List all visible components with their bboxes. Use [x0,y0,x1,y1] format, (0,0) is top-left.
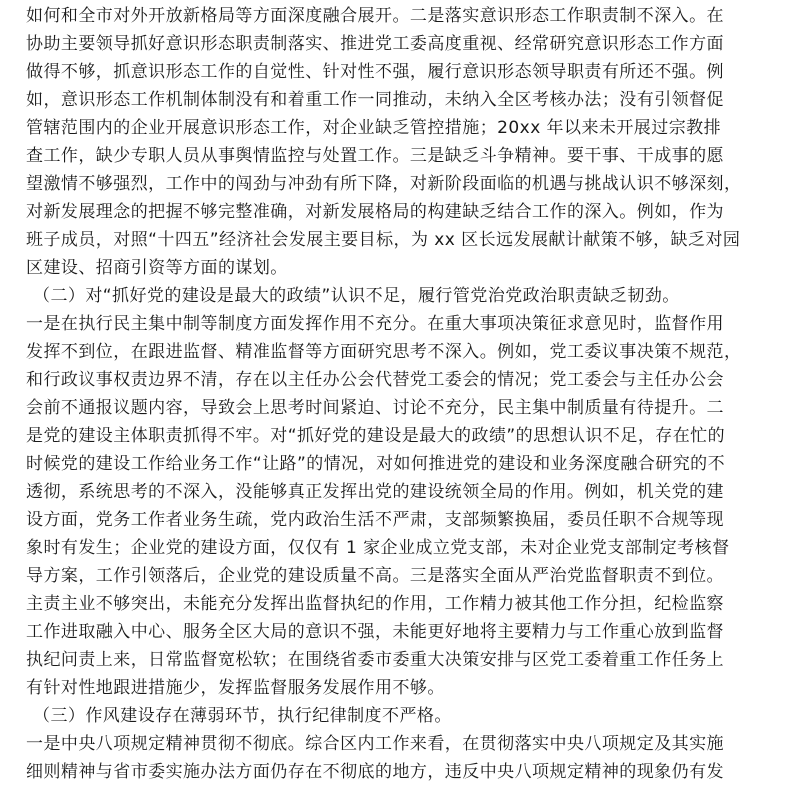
text-line: 主责主业不够突出，未能充分发挥出监督执纪的作用，工作精力被其他工作分担，纪检监察 [26,594,724,614]
text-line: 执纪问责上来，日常监督宽松软；在围绕省委市委重大决策安排与区党工委着重工作任务上 [26,650,724,670]
section-heading: （二）对“抓好党的建设是最大的政绩”认识不足，履行管党治党政治职责缺乏韧劲。 [33,286,680,306]
section-heading: （三）作风建设存在薄弱环节，执行纪律制度不严格。 [33,706,452,726]
text-line: 望激情不够强烈，工作中的闯劲与冲劲有所下降，对新阶段面临的机遇与挑战认识不够深刻， [26,174,742,194]
text-line: 一是中央八项规定精神贯彻不彻底。综合区内工作来看，在贯彻落实中央八项规定及其实施 [26,734,724,754]
text-line: 和行政议事权责边界不清，存在以主任办公会代替党工委会的情况；党工委会与主任办公会 [26,370,724,390]
text-line: 会前不通报议题内容，导致会上思考时间紧迫、讨论不充分，民主集中制质量有待提升。二 [26,398,724,418]
text-line: 细则精神与省市委实施办法方面仍存在不彻底的地方，违反中央八项规定精神的现象仍有发 [26,762,724,782]
text-line: 发挥不到位，在跟进监督、精准监督等方面研究思考不深入。例如，党工委议事决策不规范， [26,342,742,362]
text-line: 查工作，缺少专职人员从事舆情监控与处置工作。三是缺乏斗争精神。要干事、干成事的愿 [26,146,724,166]
text-line: 导方案，工作引领落后，企业党的建设质量不高。三是落实全面从严治党监督职责不到位。 [26,566,724,586]
text-line: 有针对性地跟进措施少，发挥监督服务发展作用不够。 [26,678,445,698]
text-line: 对新发展理念的把握不够完整准确，对新发展格局的构建缺乏结合工作的深入。例如，作为 [26,202,724,222]
text-line: 设方面，党务工作者业务生疏，党内政治生活不严肃，支部频繁换届，委员任职不合规等现 [26,510,724,530]
text-line: 象时有发生；企业党的建设方面，仅仅有 1 家企业成立党支部，未对企业党支部制定考核督 [26,538,730,558]
text-line: 时候党的建设工作给业务工作“让路”的情况，对如何推进党的建设和业务深度融合研究的不 [26,454,726,474]
text-line: 工作进取融入中心、服务全区大局的意识不强，未能更好地将主要精力与工作重心放到监督 [26,622,724,642]
text-line: 如何和全市对外开放新格局等方面深度融合展开。二是落实意识形态工作职责制不深入。在 [26,6,724,26]
text-line: 一是在执行民主集中制等制度方面发挥作用不充分。在重大事项决策征求意见时，监督作用 [26,314,724,334]
text-line: 协助主要领导抓好意识形态职责制落实、推进党工委高度重视、经常研究意识形态工作方面 [26,34,724,54]
text-line: 区建设、招商引资等方面的谋划。 [26,258,288,278]
text-line: 如，意识形态工作机制体制没有和着重工作一同推动，未纳入全区考核办法；没有引领督促 [26,90,724,110]
text-line: 是党的建设主体职责抓得不牢。对“抓好党的建设是最大的政绩”的思想认识不足，存在忙的 [26,426,726,446]
text-line: 透彻，系统思考的不深入，没能够真正发挥出党的建设统领全局的作用。例如，机关党的建 [26,482,724,502]
text-line: 管辖范围内的企业开展意识形态工作，对企业缺乏管控措施；20xx 年以来未开展过宗教排 [26,118,722,138]
text-line: 班子成员，对照“十四五”经济社会发展主要目标，为 xx 区长远发展献计献策不够，缺乏对园 [26,230,741,250]
text-line: 做得不够，抓意识形态工作的自觉性、针对性不强，履行意识形态领导职责有所还不强。例 [26,62,724,82]
